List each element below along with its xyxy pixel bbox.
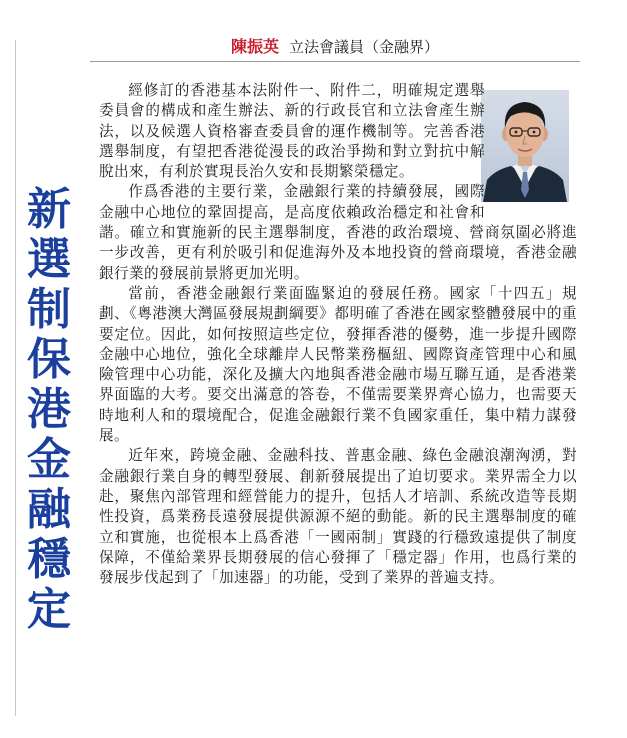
vertical-headline bbox=[22, 185, 76, 635]
article-paragraph: 經修訂的香港基本法附件一、附件二，明確規定選舉委員會的構成和產生辦法、新的行政長官和立法會產生辦法，以及候選人資格審查委員會的運作機制等。完善香港選舉制度，有望把香港從漫長的政治爭拗和對立對抗中解脫出來，有利於實現長治久安和長期繁榮穩定。 bbox=[99, 82, 485, 181]
byline-header bbox=[90, 36, 580, 62]
headline-char: 金 bbox=[27, 434, 71, 485]
article-paragraph: 近年來，跨境金融、金融科技、普惠金融、綠色金融浪潮洶湧，對金融銀行業自身的轉型發展、創新發展提出了迫切要求。業界需全力以赴，聚焦內部管理和經營能力的提升，包括人才培訓、系統改造等長期性投資，爲業務長遠發展提供源源不絕的動能。新的民主選舉制度的確立和實施，也從根本上爲香港「一國兩制」實踐的行穩致遠提供了制度保障，不僅給業界長期發展的信心發揮了「穩定器」作用，也爲行業的發展步伐起到了「加速器」的功能，受到了業界的普遍支持。 bbox=[99, 447, 577, 587]
headline-char: 定 bbox=[27, 584, 71, 635]
left-divider bbox=[15, 40, 16, 716]
author-role: 立法會議員（金融界） bbox=[289, 38, 440, 56]
headline-char: 新 bbox=[27, 184, 71, 235]
headline-char: 港 bbox=[27, 384, 71, 435]
headline-char: 穩 bbox=[27, 534, 71, 585]
article-paragraph: 作爲香港的主要行業，金融銀行業的持續發展，國際金融中心地位的鞏固提高，是高度依賴政治穩定和社會和諧。確立和實施新的民主選舉制度，香港的政治環境、營商氛圍必將進一步改善，更有利於吸引和促進海外及本地投資的營商環境，香港金融銀行業的發展前景將更加光明。 bbox=[99, 183, 577, 282]
headline-char: 選 bbox=[27, 234, 71, 285]
headline-char: 保 bbox=[27, 334, 71, 385]
author-name: 陳振英 bbox=[230, 37, 279, 56]
headline-char: 制 bbox=[27, 284, 71, 335]
headline-char: 融 bbox=[27, 484, 71, 535]
article-paragraph: 當前，香港金融銀行業面臨緊迫的發展任務。國家「十四五」規劃、《粵港澳大灣區發展規劃綱要》都明確了香港在國家整體發展中的重要定位。因此，如何按照這些定位，發揮香港的優勢，進一步提升國際金融中心地位，強化全球離岸人民幣業務樞紐、國際資產管理中心和風險管理中心功能，深化及擴大內地與香港金融市場互聯互通，是香港業界面臨的大考。要交出滿意的答卷，不僅需要業界齊心協力，也需要天時地利人和的環境配合，促進金融銀行業不負國家重任，集中精力謀發展。 bbox=[99, 284, 577, 445]
article-body bbox=[99, 81, 577, 588]
